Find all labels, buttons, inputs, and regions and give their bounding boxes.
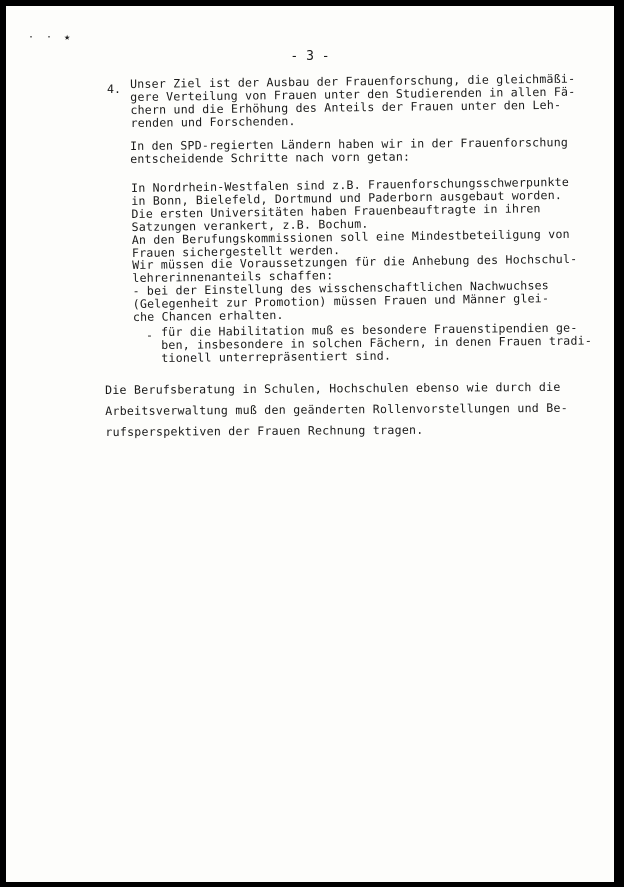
scan-marks: · · ★	[28, 32, 74, 43]
details-paragraph: In Nordrhein-Westfalen sind z.B. Frauenforschungsschwerpunkte in Bonn, Bielefeld, Dortmund und Paderborn ausgebaut worden. Die ersten Universitäten haben Frauenbeauftragte in ihren Satzungen verankert, z.B. Bochum. An den Berufungskommissionen soll eine Mindestbeteiligung von Frauen sichergestellt werden. Wir müssen die Voraussetzungen für die Anhebung des Hochschul- lehrerinnenanteils schaffen: - bei der Einstellung des wisschenschaftlichen Nachwuchses (Gelegenheit zur Promotion) müssen Frauen und Männer glei- che Chancen erhalten.	[130, 174, 578, 325]
bullet-marker: -	[146, 328, 153, 342]
document-page	[6, 6, 614, 882]
closing-paragraph: Die Berufsberatung in Schulen, Hochschulen ebenso wie durch die Arbeitsverwaltung muß den geänderten Rollenvorstellungen und Be- rufsperspektiven der Frauen Rechnung tragen.	[105, 379, 568, 439]
page-number: - 3 -	[290, 49, 330, 64]
item-paragraph: Unser Ziel ist der Ausbau der Frauenforschung, die gleichmäßi- gere Verteilung von Frauen unter den Studierenden in allen Fä- chern und die Erhöhung des Anteils der Frauen unter den Leh- renden und Forschenden.	[129, 71, 576, 130]
habilitation-bullet: für die Habilitation muß es besondere Frauenstipendien ge- ben, insbesondere in solchen Fächern, in denen Frauen tradi- tionell unterrepräsentiert sind.	[160, 320, 593, 365]
intro-paragraph: In den SPD-regierten Ländern haben wir in der Frauenforschung entscheidende Schritte nach vorn getan:	[129, 135, 569, 166]
item-number: 4.	[107, 82, 121, 96]
